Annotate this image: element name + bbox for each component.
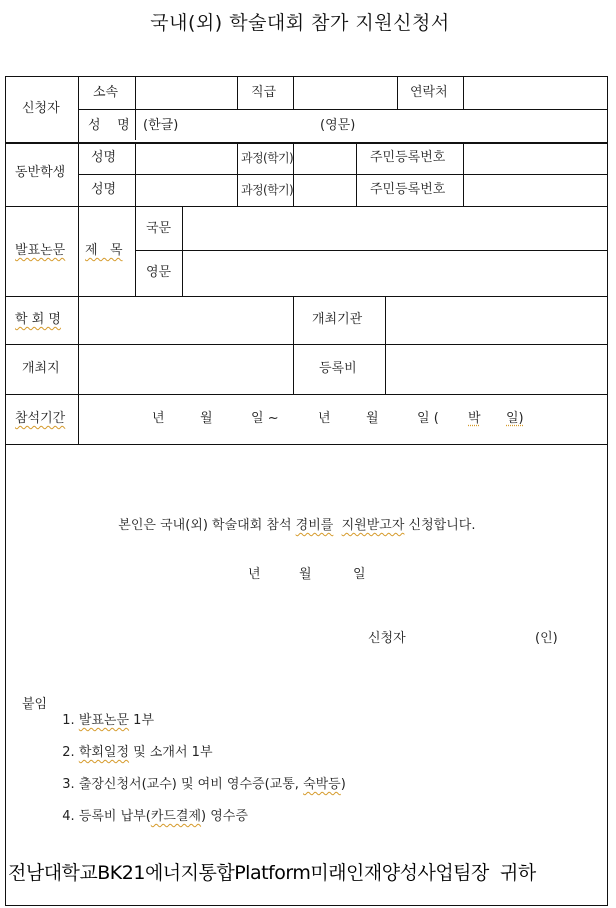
host-label: 개최기관 xyxy=(312,312,363,327)
venue-label: 개최지 xyxy=(22,361,60,376)
grid-line xyxy=(5,206,608,207)
grid-line xyxy=(182,206,183,296)
grid-line xyxy=(5,444,608,445)
statement-year: 년 xyxy=(248,567,261,582)
companion-name-label: 성명 xyxy=(91,182,117,197)
grid-line xyxy=(463,76,464,109)
paper-title-label: 제 목 xyxy=(85,243,123,258)
period-month-1: 월 xyxy=(200,411,213,426)
grid-line xyxy=(385,296,386,394)
companion-row-label: 동반학생 xyxy=(15,165,66,180)
attachment-text: 출장신청서(교수) 및 여비 영수증(교통, xyxy=(78,777,304,792)
attachment-num: 1. xyxy=(62,713,75,728)
grid-line xyxy=(5,344,608,345)
period-year-2: 년 xyxy=(318,411,331,426)
grid-line xyxy=(293,76,294,109)
korean-name-label: (한글) xyxy=(143,118,179,133)
attachment-highlight: 카드결제 xyxy=(150,809,202,824)
english-name-label: (영문) xyxy=(320,118,356,133)
period-days: 일) xyxy=(506,411,524,426)
grid-line xyxy=(5,142,608,144)
grid-line xyxy=(397,76,398,109)
grid-line xyxy=(135,206,136,296)
attachment-highlight: 발표논문 xyxy=(78,713,130,728)
applicant-name-label: 성 명 xyxy=(88,118,130,133)
statement-part xyxy=(333,518,341,533)
contact-label: 연락처 xyxy=(410,85,448,100)
statement-applicant: 신청자 xyxy=(368,631,406,646)
attachment-item xyxy=(54,729,213,761)
attachment-num: 3. xyxy=(62,777,75,792)
form-title: 국내(외) 학술대회 참가 지원신청서 xyxy=(150,12,450,34)
attachment-num: 2. xyxy=(62,745,75,760)
grid-line xyxy=(293,296,294,394)
period-year-1: 년 xyxy=(152,411,165,426)
conference-name-label: 학 회 명 xyxy=(15,312,61,327)
grid-line xyxy=(78,76,79,445)
paper-row-label: 발표논문 xyxy=(15,243,66,258)
paper-english-label: 영문 xyxy=(146,265,172,280)
grid-line xyxy=(78,109,608,110)
attachment-text: 1부 xyxy=(129,713,155,728)
grid-line xyxy=(135,250,608,251)
period-month-2: 월 xyxy=(366,411,379,426)
fee-label: 등록비 xyxy=(319,361,357,376)
statement-day: 일 xyxy=(353,567,366,582)
grid-line xyxy=(5,296,608,297)
companion-id-label: 주민등록번호 xyxy=(370,150,446,165)
grid-line xyxy=(135,76,136,140)
period-day-1: 일 ~ xyxy=(251,411,279,426)
attachment-num: 4. xyxy=(62,809,75,824)
statement-text xyxy=(110,502,475,534)
attachment-highlight: 학회일정 xyxy=(78,745,130,760)
attachment-item xyxy=(54,697,154,729)
statement-part: 경비를 xyxy=(295,518,334,533)
affiliation-label: 소속 xyxy=(93,85,119,100)
companion-id-label: 주민등록번호 xyxy=(370,182,446,197)
statement-seal: (인) xyxy=(535,631,558,646)
statement-part: 지원받고자 xyxy=(341,518,405,533)
attachment-text: 등록비 납부( xyxy=(78,809,151,824)
companion-course-label: 과정(학기) xyxy=(241,183,294,197)
paper-korean-label: 국문 xyxy=(146,221,172,236)
grid-line xyxy=(78,174,608,175)
applicant-row-label: 신청자 xyxy=(22,101,60,116)
attachment-text: ) xyxy=(340,777,346,792)
attachment-text: 및 소개서 1부 xyxy=(129,745,213,760)
grid-line xyxy=(5,394,608,395)
attachment-highlight: 숙박등 xyxy=(303,777,341,792)
attachments-label: 붙임 xyxy=(22,697,48,712)
position-label: 직급 xyxy=(251,85,277,100)
recipient-footer: 전남대학교BK21에너지통합Platform미래인재양성사업팀장 귀하 xyxy=(8,862,536,884)
attachment-text: ) 영수증 xyxy=(201,809,248,824)
statement-month: 월 xyxy=(299,567,312,582)
grid-line xyxy=(237,76,238,109)
attachment-item xyxy=(54,761,346,793)
statement-part: 신청합니다. xyxy=(404,518,476,533)
period-nights: 박 xyxy=(468,411,481,426)
statement-part: 본인은 국내(외) 학술대회 참석 xyxy=(118,518,296,533)
period-day-2: 일 ( xyxy=(417,411,439,426)
period-label: 참석기간 xyxy=(15,411,66,426)
companion-course-label: 과정(학기) xyxy=(241,151,294,165)
attachment-item xyxy=(54,793,248,825)
companion-name-label: 성명 xyxy=(91,150,117,165)
